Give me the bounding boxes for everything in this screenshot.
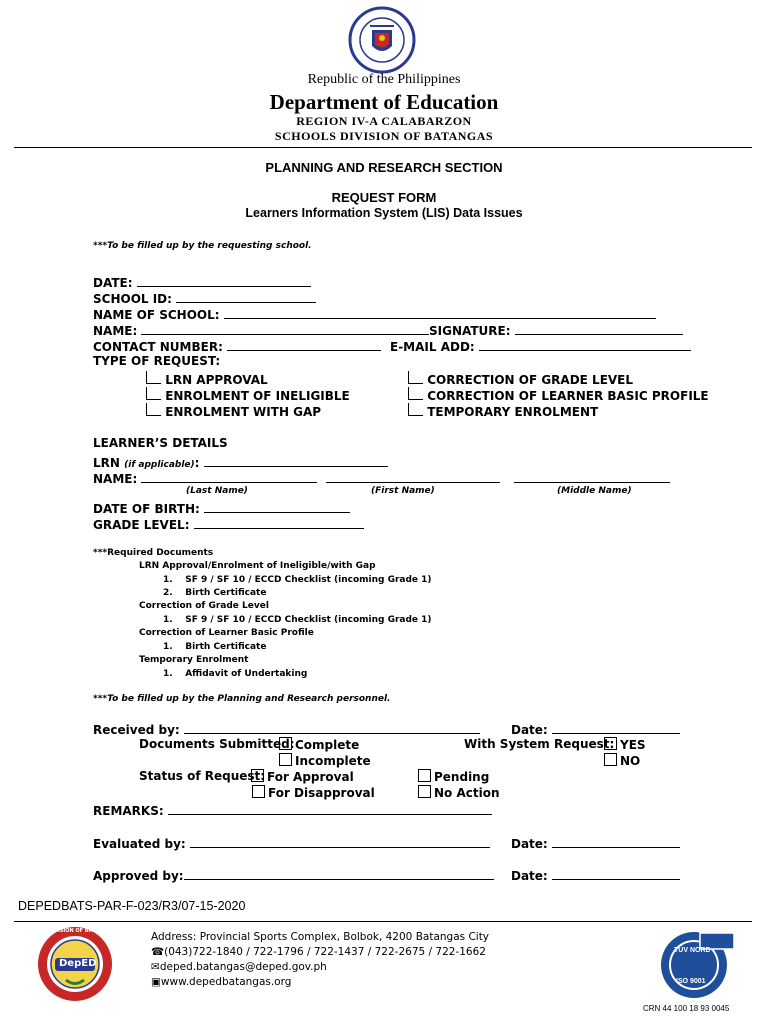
pending-option[interactable]: [418, 769, 489, 784]
dob-row: [93, 500, 350, 516]
date-row: [93, 274, 311, 290]
envelope-icon: ✉: [151, 961, 160, 973]
docs-item-text: SF 9 / SF 10 / ECCD Checklist (incoming Grade 1): [185, 575, 432, 585]
personnel-fill-note: ***To be filled up by the Planning and Research personnel.: [93, 694, 391, 704]
required-docs-heading: ***Required Documents: [93, 548, 214, 558]
department-title: Department of Education: [269, 90, 499, 114]
region-line: REGION IV-A CALABARZON: [296, 114, 472, 128]
pending-label: Pending: [434, 770, 490, 784]
for-approval-checkbox[interactable]: [251, 769, 264, 782]
footer-website-row: [151, 976, 291, 988]
approved-date-row: [511, 867, 680, 883]
tuv-brand-text: TÜV NORD: [674, 947, 711, 954]
school-id-label: SCHOOL ID:: [93, 292, 172, 306]
approved-by-field[interactable]: [184, 867, 494, 880]
name-field[interactable]: [141, 322, 429, 335]
grade-level-label: GRADE LEVEL:: [93, 518, 190, 532]
header-divider: [14, 147, 752, 148]
signature-label: SIGNATURE:: [429, 324, 511, 338]
no-action-option[interactable]: [418, 785, 500, 800]
name-of-school-label: NAME OF SCHOOL:: [93, 308, 220, 322]
request-temporary-enrolment[interactable]: [408, 403, 598, 419]
tuv-certification-logo: [656, 929, 734, 999]
school-id-row: [93, 290, 316, 306]
name-label: NAME:: [93, 324, 138, 338]
footer-divider: [14, 921, 752, 922]
docs-group-title: Correction of Grade Level: [139, 601, 269, 611]
school-fill-note: ***To be filled up by the requesting school.: [93, 241, 312, 251]
evaluated-by-label: Evaluated by:: [93, 837, 186, 851]
request-correction-grade-label: CORRECTION OF GRADE LEVEL: [427, 373, 634, 387]
footer-email[interactable]: deped.batangas@deped.gov.ph: [159, 961, 327, 973]
request-lrn-approval-label: LRN APPROVAL: [165, 373, 268, 387]
request-enrolment-ineligible[interactable]: [146, 387, 350, 403]
contact-number-label: CONTACT NUMBER:: [93, 340, 223, 354]
evaluated-date-label: Date:: [511, 837, 548, 851]
yes-label: YES: [620, 738, 646, 752]
form-title: REQUEST FORM: [331, 190, 437, 205]
email-label: E-MAIL ADD:: [390, 340, 475, 354]
docs-item: 1. Affidavit of Undertaking: [163, 669, 308, 679]
request-temporary-enrolment-label: TEMPORARY ENROLMENT: [427, 405, 599, 419]
type-of-request-label: TYPE OF REQUEST:: [93, 354, 221, 368]
docs-item-text: Birth Certificate: [185, 588, 267, 598]
no-label: NO: [620, 754, 641, 768]
docs-item: 1. SF 9 / SF 10 / ECCD Checklist (incoming Grade 1): [163, 575, 432, 585]
incomplete-checkbox[interactable]: [279, 753, 292, 766]
name-row: [93, 322, 429, 338]
approved-by-label: Approved by:: [93, 869, 184, 883]
name-of-school-field[interactable]: [224, 306, 656, 319]
date-field[interactable]: [137, 274, 311, 287]
last-name-caption: (Last Name): [186, 486, 248, 496]
section-title: PLANNING AND RESEARCH SECTION: [265, 160, 503, 175]
evaluated-date-field[interactable]: [552, 835, 680, 848]
learner-middle-name-line[interactable]: [514, 482, 670, 483]
remarks-field[interactable]: [168, 802, 492, 815]
request-lrn-approval-box[interactable]: [146, 371, 161, 384]
approved-date-label: Date:: [511, 869, 548, 883]
received-by-row: [93, 721, 480, 737]
request-correction-profile-label: CORRECTION OF LEARNER BASIC PROFILE: [427, 389, 709, 403]
yes-option[interactable]: [604, 737, 646, 752]
docs-item: 1. Birth Certificate: [163, 642, 267, 652]
grade-level-row: [93, 516, 364, 532]
lrn-label: LRN: [93, 456, 120, 470]
footer-website[interactable]: www.depedbatangas.org: [160, 976, 292, 988]
form-subtitle: Learners Information System (LIS) Data Issues: [245, 206, 523, 220]
no-action-label: No Action: [434, 786, 500, 800]
for-disapproval-option[interactable]: [252, 785, 375, 800]
request-enrolment-ineligible-box[interactable]: [146, 387, 161, 400]
evaluated-by-row: [93, 835, 490, 851]
grade-level-field[interactable]: [194, 516, 364, 529]
email-row: [390, 338, 691, 354]
for-approval-label: For Approval: [267, 770, 354, 784]
docs-group-title: Temporary Enrolment: [139, 655, 249, 665]
docs-item: 2. Birth Certificate: [163, 588, 267, 598]
docs-item-text: SF 9 / SF 10 / ECCD Checklist (incoming Grade 1): [185, 615, 432, 625]
lrn-note: (if applicable): [124, 460, 195, 470]
footer-address: Address: Provincial Sports Complex, Bolbok, 4200 Batangas City: [151, 931, 490, 943]
division-logo-ring-text: DIVISION OF BATANGAS: [48, 928, 115, 934]
division-line: SCHOOLS DIVISION OF BATANGAS: [274, 129, 494, 143]
approved-date-field[interactable]: [552, 867, 680, 880]
docs-item-text: Birth Certificate: [185, 642, 267, 652]
received-by-field[interactable]: [184, 721, 480, 734]
division-logo-text: DepED: [59, 958, 97, 969]
date-label: DATE:: [93, 276, 133, 290]
first-name-caption: (First Name): [371, 486, 435, 496]
lrn-field[interactable]: [204, 454, 388, 467]
dob-field[interactable]: [204, 500, 350, 513]
received-date-row: [511, 721, 680, 737]
docs-item: 1. SF 9 / SF 10 / ECCD Checklist (incoming Grade 1): [163, 615, 432, 625]
form-code: DEPEDBATS-PAR-F-023/R3/07-15-2020: [18, 899, 246, 913]
docs-group-title: Correction of Learner Basic Profile: [139, 628, 314, 638]
complete-label: Complete: [295, 738, 360, 752]
yes-checkbox[interactable]: [604, 737, 617, 750]
request-correction-profile-box[interactable]: [408, 387, 423, 400]
remarks-row: [93, 802, 492, 818]
for-approval-option[interactable]: [251, 769, 354, 784]
request-correction-profile[interactable]: [408, 387, 709, 403]
incomplete-option[interactable]: [279, 753, 371, 768]
lrn-row: LRN (if applicable):: [93, 454, 388, 470]
learner-last-name-field[interactable]: [141, 470, 317, 483]
footer-email-row: [151, 961, 327, 973]
deped-seal-logo: [346, 6, 418, 74]
no-checkbox[interactable]: [604, 753, 617, 766]
no-option[interactable]: [604, 753, 640, 768]
school-id-field[interactable]: [176, 290, 316, 303]
request-correction-grade-box[interactable]: [408, 371, 423, 384]
incomplete-label: Incomplete: [295, 754, 371, 768]
received-by-label: Received by:: [93, 723, 180, 737]
footer-phone-row: [151, 946, 486, 958]
request-enrolment-gap-box[interactable]: [146, 403, 161, 416]
remarks-label: REMARKS:: [93, 804, 164, 818]
signature-row: [429, 322, 683, 338]
request-lrn-approval[interactable]: [146, 371, 268, 387]
learner-name-row: [93, 470, 317, 486]
phone-icon: ☎: [151, 946, 165, 958]
crn-number: CRN 44 100 18 93 0045: [643, 1004, 730, 1013]
request-enrolment-ineligible-label: ENROLMENT OF INELIGIBLE: [165, 389, 350, 403]
request-enrolment-gap[interactable]: [146, 403, 321, 419]
request-correction-grade[interactable]: [408, 371, 633, 387]
learner-details-heading: LEARNER’S DETAILS: [93, 436, 228, 450]
complete-option[interactable]: [279, 737, 359, 752]
middle-name-caption: (Middle Name): [557, 486, 632, 496]
complete-checkbox[interactable]: [279, 737, 292, 750]
evaluated-by-field[interactable]: [190, 835, 490, 848]
learner-name-label: NAME:: [93, 472, 138, 486]
for-disapproval-label: For Disapproval: [268, 786, 375, 800]
republic-line: Republic of the Philippines: [307, 72, 461, 87]
contact-number-field[interactable]: [227, 338, 381, 351]
signature-field[interactable]: [515, 322, 683, 335]
no-action-checkbox[interactable]: [418, 785, 431, 798]
docs-item-text: Affidavit of Undertaking: [185, 669, 308, 679]
learner-first-name-line[interactable]: [326, 482, 500, 483]
request-enrolment-gap-label: ENROLMENT WITH GAP: [165, 405, 322, 419]
with-system-request-label: With System Request:: [464, 737, 615, 751]
status-of-request-label: Status of Request:: [139, 769, 266, 783]
pending-checkbox[interactable]: [418, 769, 431, 782]
evaluated-date-row: [511, 835, 680, 851]
request-temporary-enrolment-box[interactable]: [408, 403, 423, 416]
dob-label: DATE OF BIRTH:: [93, 502, 200, 516]
footer-phone: (043)722-1840 / 722-1796 / 722-1437 / 722-2675 / 722-1662: [164, 946, 486, 958]
email-field[interactable]: [479, 338, 691, 351]
for-disapproval-checkbox[interactable]: [252, 785, 265, 798]
docs-group-title: LRN Approval/Enrolment of Ineligible/with Gap: [139, 561, 376, 571]
name-of-school-row: [93, 306, 656, 322]
approved-by-row: [93, 867, 494, 883]
contact-number-row: [93, 338, 381, 354]
iso-text: ISO 9001: [676, 978, 706, 985]
received-date-field[interactable]: [552, 721, 680, 734]
computer-icon: ▣: [151, 976, 161, 988]
received-date-label: Date:: [511, 723, 548, 737]
documents-submitted-label: Documents Submitted:: [139, 737, 295, 751]
